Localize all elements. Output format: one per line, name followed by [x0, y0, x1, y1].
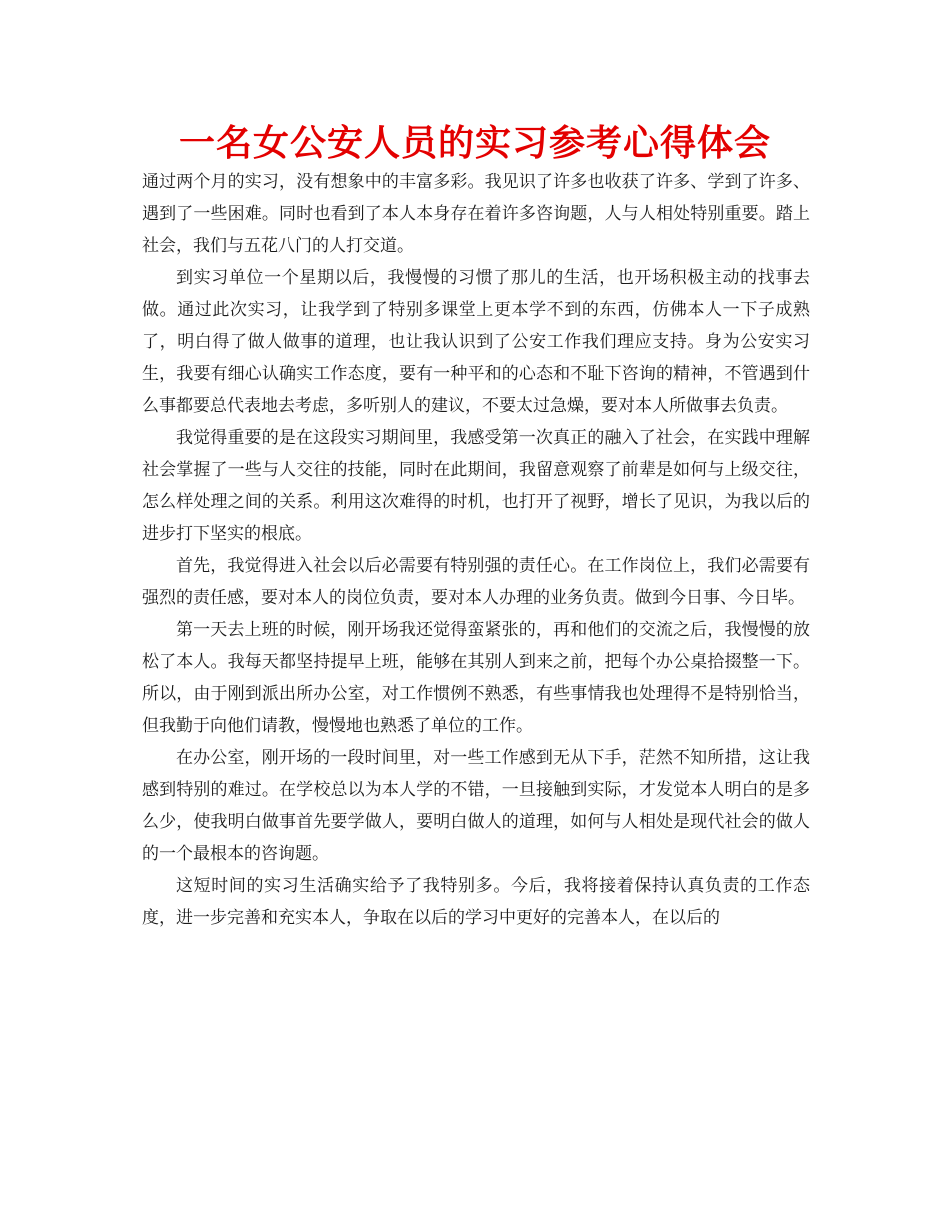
paragraph-5: 第一天去上班的时候，刚开场我还觉得蛮紧张的，再和他们的交流之后，我慢慢的放松了本人。我每天都坚持提早上班，能够在其别人到来之前，把每个办公桌拾掇整一下。所以，由于刚到派出所办公室，对工作惯例不熟悉，有些事情我也处理得不是特别恰当，但我勤于向他们请教，慢慢地也熟悉了单位的工作。 — [142, 620, 810, 736]
page-title: 一名女公安人员的实习参考心得体会 — [178, 123, 771, 164]
paragraph-2: 到实习单位一个星期以后，我慢慢的习惯了那儿的生活，也开场积极主动的找事去做。通过此次实习，让我学到了特别多课堂上更本学不到的东西，仿佛本人一下子成熟了，明白得了做人做事的道理，也让我认识到了公安工作我们理应支持。身为公安实习生，我要有细心认确实工作态度，要有一种平和的心态和不耻下咨询的精神，不管遇到什么事都要总代表地去考虑，多听别人的建议，不要太过急燥，要对本人所做事去负责。 — [142, 268, 810, 416]
paragraph-3: 我觉得重要的是在这段实习期间里，我感受第一次真正的融入了社会，在实践中理解社会掌握了一些与人交往的技能，同时在此期间，我留意观察了前辈是如何与上级交往，怎么样处理之间的关系。利用这次难得的时机，也打开了视野，增长了见识，为我以后的进步打下坚实的根底。 — [142, 428, 810, 544]
paragraph-7: 这短时间的实习生活确实给予了我特别多。今后，我将接着保持认真负责的工作态度，进一步完善和充实本人，争取在以后的学习中更好的完善本人，在以后的 — [142, 876, 810, 928]
document-body — [142, 166, 810, 934]
paragraph-1: 通过两个月的实习，没有想象中的丰富多彩。我见识了许多也收获了许多、学到了许多、遇到了一些困难。同时也看到了本人本身存在着许多咨询题，人与人相处特别重要。踏上社会，我们与五花八门的人打交道。 — [142, 172, 810, 256]
paragraph-6: 在办公室，刚开场的一段时间里，对一些工作感到无从下手，茫然不知所措，这让我感到特别的难过。在学校总以为本人学的不错，一旦接触到实际，才发觉本人明白的是多么少，使我明白做事首先要学做人，要明白做人的道理，如何与人相处是现代社会的做人的一个最根本的咨询题。 — [142, 748, 810, 864]
paragraph-4: 首先，我觉得进入社会以后必需要有特别强的责任心。在工作岗位上，我们必需要有强烈的责任感，要对本人的岗位负责，要对本人办理的业务负责。做到今日事、今日毕。 — [142, 556, 810, 608]
